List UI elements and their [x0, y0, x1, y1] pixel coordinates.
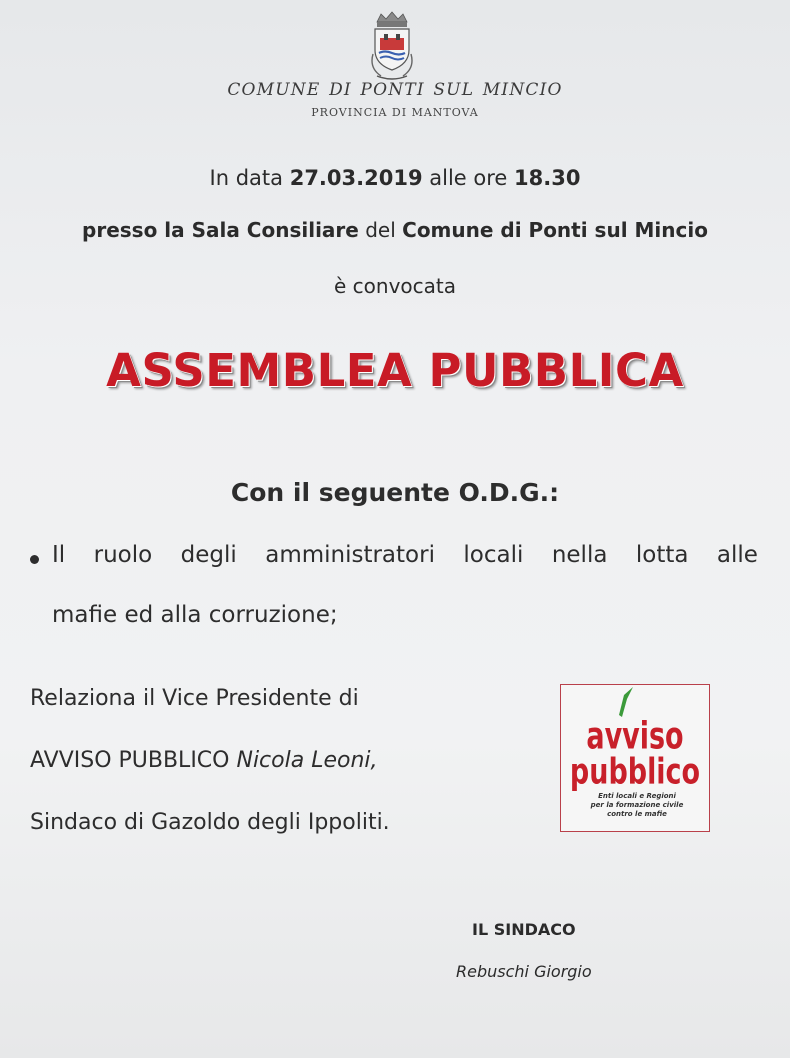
logo-word2: pubblico — [569, 749, 701, 793]
location-municipality: Comune di Ponti sul Mincio — [402, 218, 708, 242]
agenda-word: locali — [463, 542, 524, 568]
meeting-date: 27.03.2019 — [289, 166, 423, 190]
speaker-name: Nicola Leoni, — [236, 748, 378, 773]
date-line — [0, 166, 790, 190]
agenda-word: degli — [180, 542, 237, 568]
bullet-icon — [30, 555, 39, 564]
municipal-crest-icon — [367, 10, 417, 82]
agenda-word: amministratori — [265, 542, 435, 568]
agenda-word: ruolo — [93, 542, 153, 568]
logo-word1: avviso — [586, 714, 684, 759]
meeting-time: 18.30 — [514, 166, 581, 190]
location-line — [0, 218, 790, 242]
comune-name: COMUNE DI PONTI SUL MINCIO — [227, 80, 563, 100]
signature-name: Rebuschi Giorgio — [456, 962, 592, 981]
convened-line: è convocata — [334, 274, 456, 298]
logo-graphic — [561, 685, 709, 831]
speaker-line3: Sindaco di Gazoldo degli Ippoliti. — [30, 810, 390, 835]
agenda-word: lotta — [635, 542, 689, 568]
logo-tagline1: Enti locali e Regioni — [598, 792, 676, 800]
speaker-line2 — [30, 748, 378, 773]
agenda-word: alle — [716, 542, 758, 568]
checkmark-icon — [619, 687, 633, 717]
location-room: presso la Sala Consiliare — [82, 218, 359, 242]
avviso-pubblico-logo — [560, 684, 710, 832]
logo-tagline3: contro le mafie — [607, 810, 667, 818]
location-connector: del — [358, 218, 403, 242]
speaker-line1: Relaziona il Vice Presidente di — [30, 686, 359, 711]
agenda-item-line2: mafie ed alla corruzione; — [52, 602, 338, 628]
agenda-heading: Con il seguente O.D.G.: — [230, 478, 560, 507]
provincia-name: PROVINCIA DI MANTOVA — [311, 106, 479, 119]
signature-title: IL SINDACO — [472, 920, 576, 939]
speaker-org: AVVISO PUBBLICO — [30, 748, 237, 773]
agenda-word: Il — [52, 542, 66, 568]
agenda-item-line1 — [52, 542, 758, 568]
main-title: ASSEMBLEA PUBBLICA — [106, 344, 684, 397]
date-prefix: In data — [209, 166, 290, 190]
logo-tagline2: per la formazione civile — [590, 801, 684, 809]
agenda-word: nella — [551, 542, 608, 568]
time-prefix: alle ore — [422, 166, 514, 190]
